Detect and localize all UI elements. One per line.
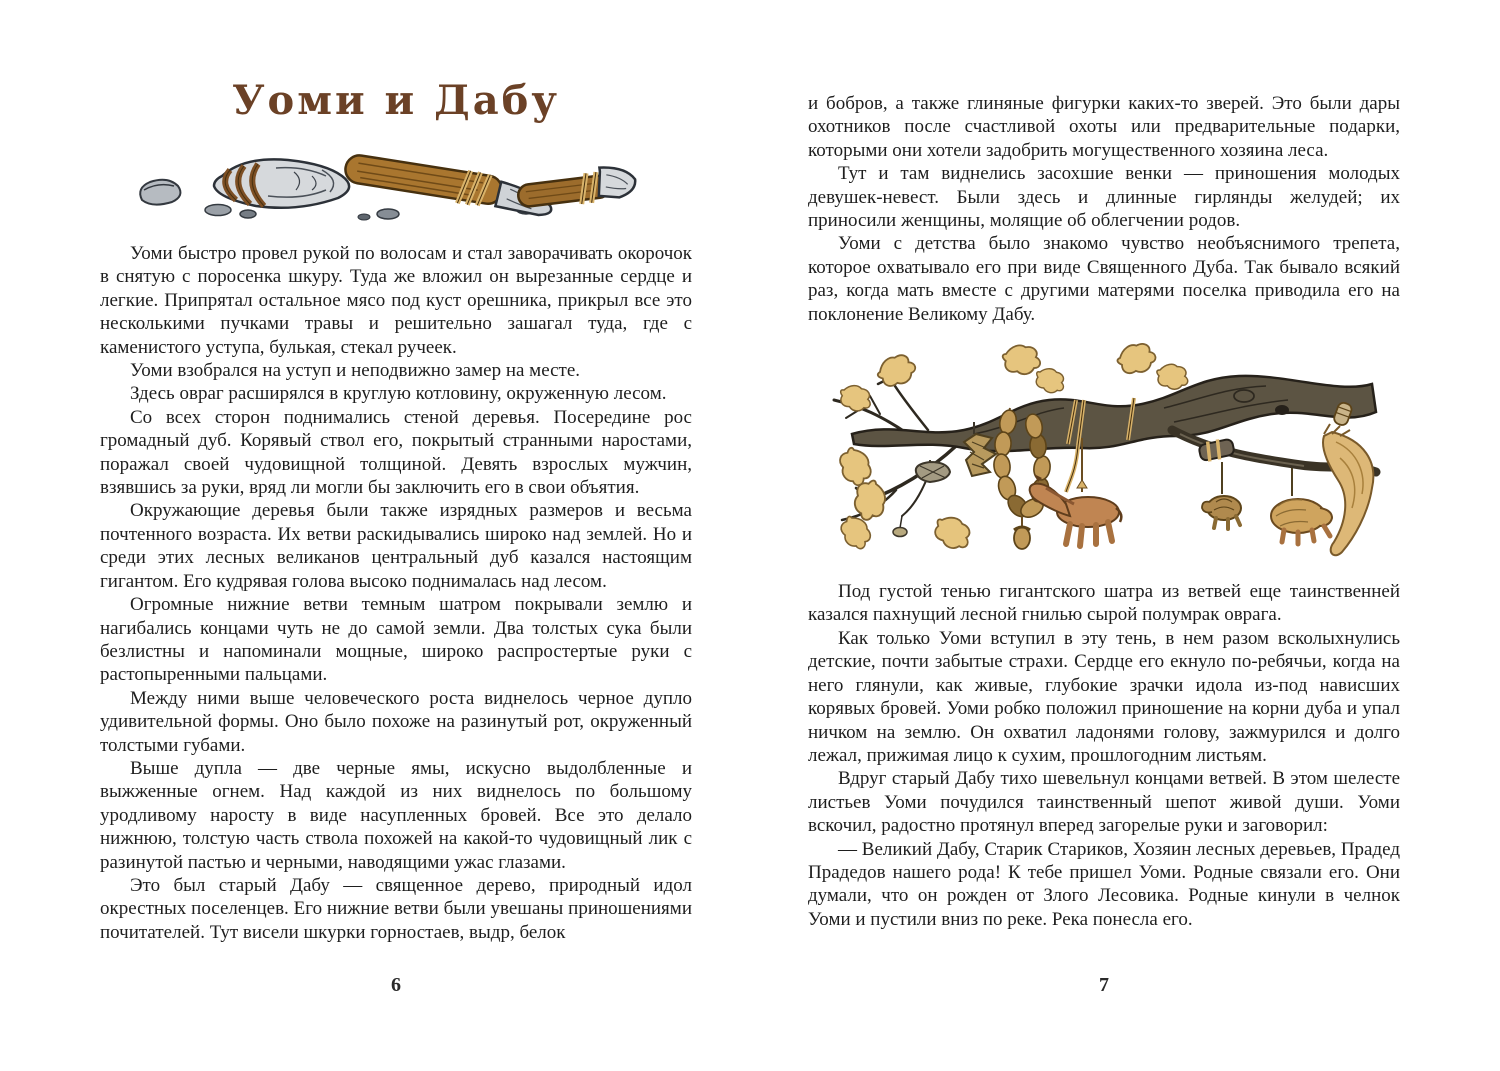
paragraph: Окружающие деревья были также изрядных размеров и весьма почтенного возраста. Их ветви раскидывались широко над землей. Но и среди этих лесных великанов центральный дуб казался настоящим гигантом. Его кудрявая голова высоко поднималась над лесом. [100,500,692,592]
paragraph: Под густой тенью гигантского шатра из ветвей еще таинственней казался пахнущий лесной гнилью сырой полумрак оврага. [808,581,1400,626]
paragraph: Со всех сторон поднимались стеной деревья. Посередине рос громадный дуб. Корявый ствол его, покрытый странными наростами, поражал своей чудовищной толщиной. Девять взрослых мужчин, взявшись за руки, вряд ли могли бы заключить его в свои объятия. [100,406,692,499]
page-number-right: 7 [1099,974,1109,996]
paragraph: — Великий Дабу, Старик Стариков, Хозяин лесных деревьев, Прадед Прадедов нашего рода! К тебе пришел Уоми. Родные связали его. Они думали, что он рожден от Злого Лесовика. Родные кинули в челнок Уоми и пустили вниз по реке. Река понесла его. [808,838,1400,930]
stone-tools-illustration [126,138,666,222]
paragraph: Огромные нижние ветви темным шатром покрывали землю и нагибались концами чуть не до самой земли. Два толстых сука были безлистны и напоминали мощные, широко распростертые руки с растопыренными пальцами. [100,594,692,686]
right-page [808,0,1400,1071]
chapter-title: Уоми и Дабу [232,77,560,124]
paragraph: Уоми взобрался на уступ и неподвижно замер на месте. [130,360,581,382]
paragraph: и бобров, а также глиняные фигурки каких-то зверей. Это были дары охотников после счастливой охоты или предварительные подарки, которыми они хотели задобрить могущественного хозяина леса. [808,93,1400,161]
paragraph: Тут и там виднелись засохшие венки — приношения молодых девушек-невест. Были здесь и длинные гирлянды желудей; их приносили женщины, молящие об облегчении родов. [808,163,1400,232]
left-page-text [100,242,692,944]
paragraph: Уоми с детства было знакомо чувство необъяснимого трепета, которое охватывало его при виде Священного Дуба. Так бывало всякий раз, когда мать вместе с другими матерями поселка приводила его на поклонение Великому Дабу. [808,233,1400,325]
paragraph: Вдруг старый Дабу тихо шевельнул концами ветвей. В этом шелесте листьев Уоми почудился таинственный шепот живой души. Уоми вскочил, радостно протянул вперед загорелые руки и заговорил: [808,768,1400,837]
paragraph: Здесь овраг расширялся в круглую котловину, окруженную лесом. [130,383,667,405]
paragraph: Выше дупла — две черные ямы, искусно выдолбленные и выжженные огнем. Над каждой из них виднелось по большому уродливому наросту в виде насупленных бровей. Все это делало нижнюю, толстую часть ствола похожей на какой-то чудовищный лик с разинутой пастью и черными, наводящими ужас глазами. [100,757,692,873]
paragraph: Это был старый Дабу — священное дерево, природный идол окрестных поселенцев. Его нижние ветви были увешаны приношениями почитателей. Тут висели шкурки горностаев, выдр, белок [100,874,692,943]
left-page [100,0,692,1071]
paragraph: Как только Уоми вступил в эту тень, в нем разом всколыхнулись детские, почти забытые страхи. Сердце его екнуло по-ребячьи, когда на него глянули, как живые, глубокие зрачки идола из-под нависших корявых бровей. Уоми робко положил приношение на корни дуба и упал ничком на землю. Он охватил ладонями голову, зажмурился и долго лежал, прижимая лицо к сухим, прошлогодним листьям. [808,627,1400,766]
right-page-text-bottom [808,580,1400,931]
oak-branch-illustration [824,338,1384,572]
paragraph: Между ними выше человеческого роста виднелось черное дупло удивительной формы. Оно было похоже на разинутый рот, окруженный толстыми губами. [100,687,692,756]
right-page-text-top [808,92,1400,326]
paragraph: Уоми быстро провел рукой по волосам и стал заворачивать окорочок в снятую с поросенка шкуру. Туда же вложил он вырезанные сердце и легкие. Припрятал остальное мясо под куст орешника, прикрыл все это несколькими пучками травы и решительно зашагал туда, где с каменистого уступа, булькая, стекал ручеек. [100,243,692,358]
page-number-left: 6 [391,974,401,996]
